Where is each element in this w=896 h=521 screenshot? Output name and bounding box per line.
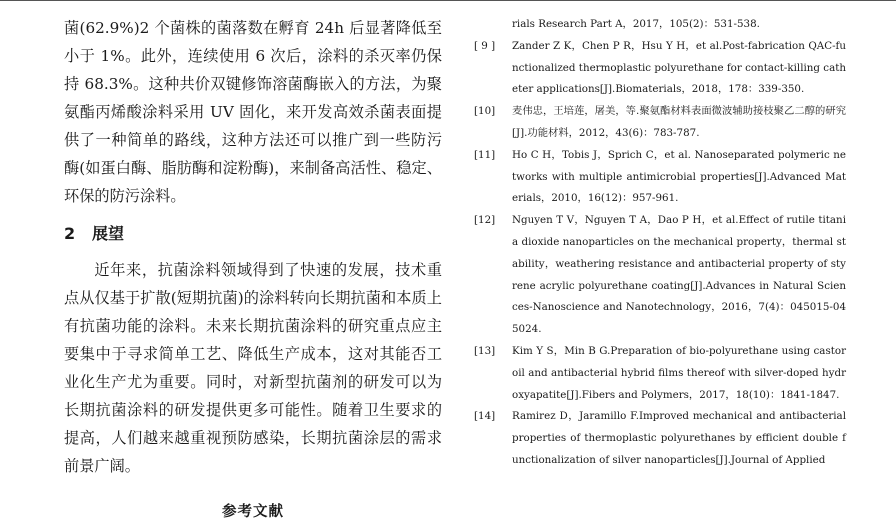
reference-text: Nguyen T V，Nguyen T A，Dao P H，et al.Effect of rutile titania dioxide nanoparticles on the mechanical property，thermal stability，weathering resistance and antibacterial property of styrene acrylic polyurethane coating[J].Advances in Natural Sciences-Nanoscience and Nanotechnology，2016，7(4)：045015-045024. <box>512 214 846 336</box>
section-number: 2 <box>64 224 76 243</box>
reference-item <box>474 36 846 101</box>
reference-number: [11] <box>474 148 496 161</box>
section-heading <box>64 220 442 248</box>
reference-number: [14] <box>474 410 496 423</box>
reference-text: Kim Y S，Min B G.Preparation of bio-polyurethane using castor oil and antibacterial hybrid films thereof with silver-doped hydroxyapatite[J].Fibers and Polymers，2017，18(10)：1841-1847. <box>512 344 846 401</box>
reference-number: [10] <box>474 105 496 118</box>
reference-text: Ramirez D，Jaramillo F.Improved mechanical and antibacterial properties of thermoplastic polyurethanes by efficient double functionalization of silver nanoparticles[J].Journal of Applied <box>512 410 846 466</box>
reference-number: [ 9 ] <box>474 39 496 52</box>
left-column <box>64 14 442 521</box>
reference-text: Ho C H，Tobis J，Sprich C，et al. Nanoseparated polymeric networks with multiple antimicrobial properties[J].Advanced Materials，2010，16(12)：957-961. <box>512 148 846 205</box>
reference-number: [12] <box>474 214 496 227</box>
reference-text: 麦伟忠，王培莲，屠美，等.聚氨酯材料表面微波辅助接枝聚乙二醇的研究[J].功能材料，2012，43(6)：783-787. <box>512 105 846 139</box>
section-title: 展望 <box>92 224 125 243</box>
reference-item <box>474 210 846 341</box>
references-heading: 参考文献 <box>222 504 284 520</box>
reference-item <box>474 145 846 210</box>
reference-item <box>474 101 846 145</box>
reference-item <box>474 406 846 471</box>
body-paragraph-1: 菌(62.9%)2 个菌株的菌落数在孵育 24h 后显著降低至小于 1%。此外，连续使用 6 次后，涂料的杀灭率仍保持 68.3%。这种共价双键修饰溶菌酶嵌入的方法，为聚氨酯丙烯酸涂料采用 UV 固化，来开发高效杀菌表面提供了一种简单的路线，这种方法还可以推广到一些防污酶(如蛋白酶、脂肪酶和淀粉酶)，来制备高活性、稳定、环保的防污涂料。 <box>64 19 442 205</box>
reference-text: rials Research Part A，2017，105(2)：531-538. <box>512 18 760 30</box>
top-rule <box>0 0 896 1</box>
reference-item <box>474 341 846 406</box>
body-paragraph-2: 近年来，抗菌涂料领域得到了快速的发展，技术重点从仅基于扩散(短期抗菌)的涂料转向长期抗菌和本质上有抗菌功能的涂料。未来长期抗菌涂料的研究重点应主要集中于寻求简单工艺、降低生产成本，这对其能否工业化生产尤为重要。同时，对新型抗菌剂的研发可以为长期抗菌涂料的研发提供更多可能性。随着卫生要求的提高，人们越来越重视预防感染，长期抗菌涂层的需求前景广阔。 <box>64 261 442 475</box>
references-column <box>474 14 846 472</box>
reference-text: Zander Z K，Chen P R，Hsu Y H，et al.Post-fabrication QAC-functionalized thermoplastic polyurethane for contact-killing catheter applications[J].Biomaterials，2018，178：339-350. <box>512 39 846 96</box>
reference-number: [13] <box>474 344 496 357</box>
reference-continuation <box>512 14 846 36</box>
